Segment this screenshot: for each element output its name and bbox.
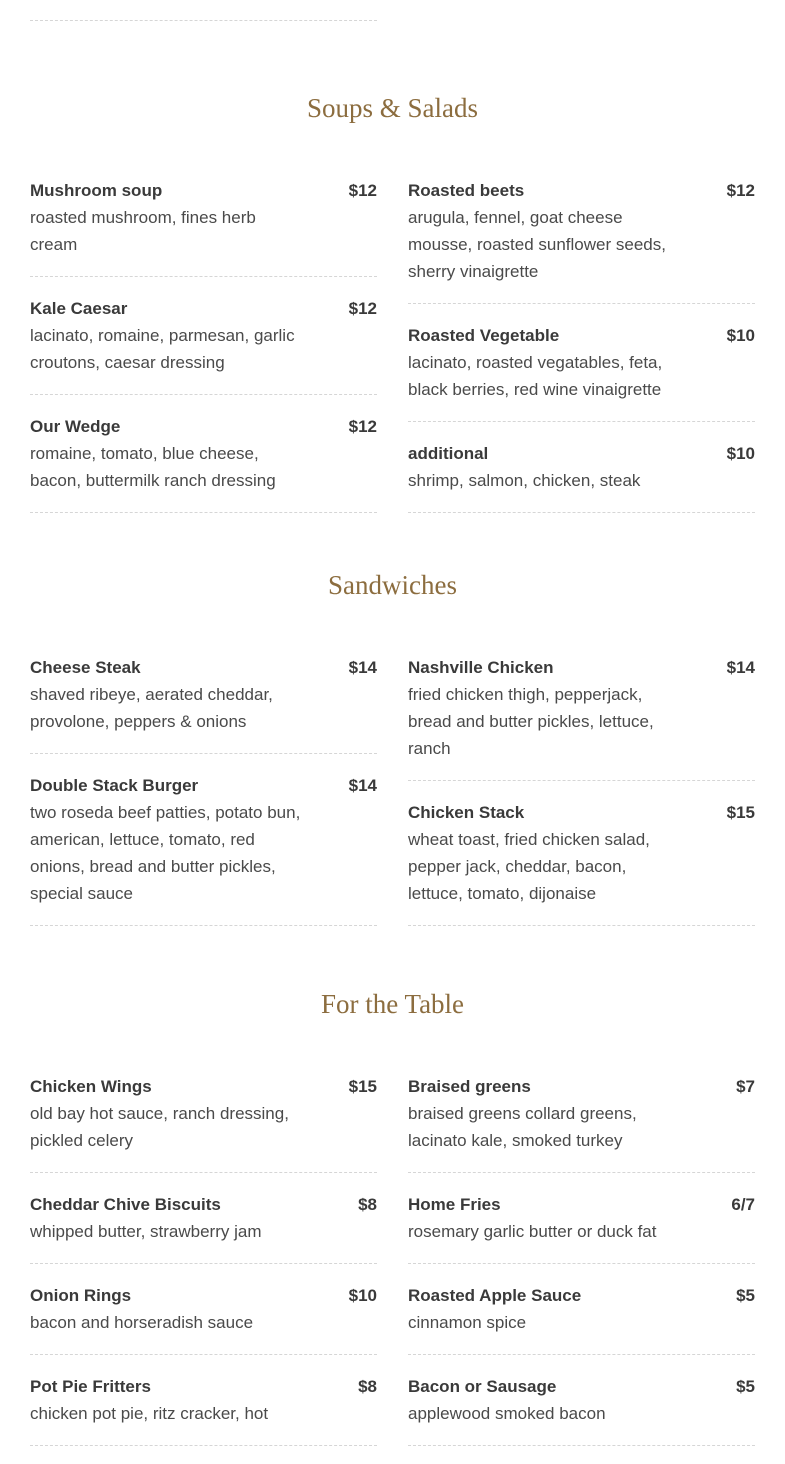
item-name: Roasted Apple Sauce	[408, 1286, 582, 1305]
item-name: Chicken Wings	[30, 1077, 152, 1096]
menu-item	[30, 1191, 377, 1264]
item-description: braised greens collard greens, lacinato kale, smoked turkey	[408, 1104, 637, 1150]
menu-item	[408, 799, 755, 926]
item-description: applewood smoked bacon	[408, 1404, 606, 1423]
item-name: Home Fries	[408, 1195, 501, 1214]
item-price: $10	[726, 444, 755, 463]
item-price: $15	[348, 1077, 377, 1096]
menu-item	[30, 413, 377, 513]
menu-item	[30, 772, 377, 926]
menu-item	[408, 1373, 755, 1446]
menu-item	[408, 654, 755, 781]
item-price: $12	[726, 181, 755, 200]
item-price: $7	[736, 1077, 755, 1096]
menu-item	[408, 1191, 755, 1264]
item-description: shaved ribeye, aerated cheddar, provolone, peppers & onions	[30, 685, 273, 731]
menu-column-right	[408, 1073, 755, 1464]
item-price: $15	[726, 803, 755, 822]
item-description: two roseda beef patties, potato bun, american, lettuce, tomato, red onions, bread and butter pickles, special sauce	[30, 803, 301, 903]
item-name: Bacon or Sausage	[408, 1377, 557, 1396]
item-name: additional	[408, 444, 489, 463]
item-description: bacon and horseradish sauce	[30, 1313, 254, 1332]
item-description: shrimp, salmon, chicken, steak	[408, 471, 641, 490]
item-name: Roasted beets	[408, 181, 525, 200]
item-description: fried chicken thigh, pepperjack, bread and butter pickles, lettuce, ranch	[408, 685, 654, 758]
section-title: Sandwiches	[328, 570, 457, 600]
item-description: rosemary garlic butter or duck fat	[408, 1222, 657, 1241]
section-title: Soups & Salads	[306, 93, 479, 123]
section-title: For the Table	[320, 989, 465, 1019]
menu-item	[30, 177, 377, 277]
divider	[30, 20, 377, 21]
item-name: Onion Rings	[30, 1286, 132, 1305]
item-price: $5	[736, 1286, 755, 1305]
item-price: $8	[358, 1377, 377, 1396]
item-description: cinnamon spice	[408, 1313, 527, 1332]
item-price: $14	[348, 658, 377, 677]
item-name: Pot Pie Fritters	[30, 1377, 151, 1396]
item-price: $12	[348, 417, 377, 436]
item-name: Nashville Chicken	[408, 658, 554, 677]
item-price: $14	[726, 658, 755, 677]
item-price: $14	[348, 776, 377, 795]
menu-item	[408, 440, 755, 513]
item-name: Cheese Steak	[30, 658, 141, 677]
item-price: $12	[348, 181, 377, 200]
item-description: lacinato, romaine, parmesan, garlic croutons, caesar dressing	[30, 326, 295, 372]
item-price: $10	[348, 1286, 377, 1305]
item-description: wheat toast, fried chicken salad, pepper jack, cheddar, bacon, lettuce, tomato, dijonaise	[408, 830, 650, 903]
menu-item	[30, 1073, 377, 1173]
item-name: Mushroom soup	[30, 181, 163, 200]
item-name: Double Stack Burger	[30, 776, 199, 795]
item-price: $5	[736, 1377, 755, 1396]
item-name: Roasted Vegetable	[408, 326, 560, 345]
menu-item	[408, 1282, 755, 1355]
item-price: $10	[726, 326, 755, 345]
menu-column-right	[408, 654, 755, 944]
menu-column-right	[408, 177, 755, 531]
menu-item	[408, 177, 755, 304]
item-description: arugula, fennel, goat cheese mousse, roasted sunflower seeds, sherry vinaigrette	[408, 208, 666, 281]
item-name: Cheddar Chive Biscuits	[30, 1195, 221, 1214]
menu-item	[30, 295, 377, 395]
menu-column-left	[30, 1073, 377, 1464]
menu-item	[408, 322, 755, 422]
item-description: old bay hot sauce, ranch dressing, pickled celery	[30, 1104, 289, 1150]
menu-item	[30, 1373, 377, 1446]
item-name: Braised greens	[408, 1077, 531, 1096]
item-description: romaine, tomato, blue cheese, bacon, buttermilk ranch dressing	[30, 444, 276, 490]
item-name: Kale Caesar	[30, 299, 128, 318]
item-price: $8	[358, 1195, 377, 1214]
menu-item	[30, 1282, 377, 1355]
menu-item	[30, 654, 377, 754]
menu-column-left	[30, 177, 377, 531]
item-description: chicken pot pie, ritz cracker, hot	[30, 1404, 269, 1423]
menu-column-left	[30, 654, 377, 944]
item-price: $12	[348, 299, 377, 318]
item-name: Chicken Stack	[408, 803, 525, 822]
item-description: roasted mushroom, fines herb cream	[30, 208, 256, 254]
item-description: whipped butter, strawberry jam	[30, 1222, 262, 1241]
menu-item	[408, 1073, 755, 1173]
item-name: Our Wedge	[30, 417, 121, 436]
item-description: lacinato, roasted vegatables, feta, black berries, red wine vinaigrette	[408, 353, 663, 399]
item-price: 6/7	[731, 1195, 755, 1214]
